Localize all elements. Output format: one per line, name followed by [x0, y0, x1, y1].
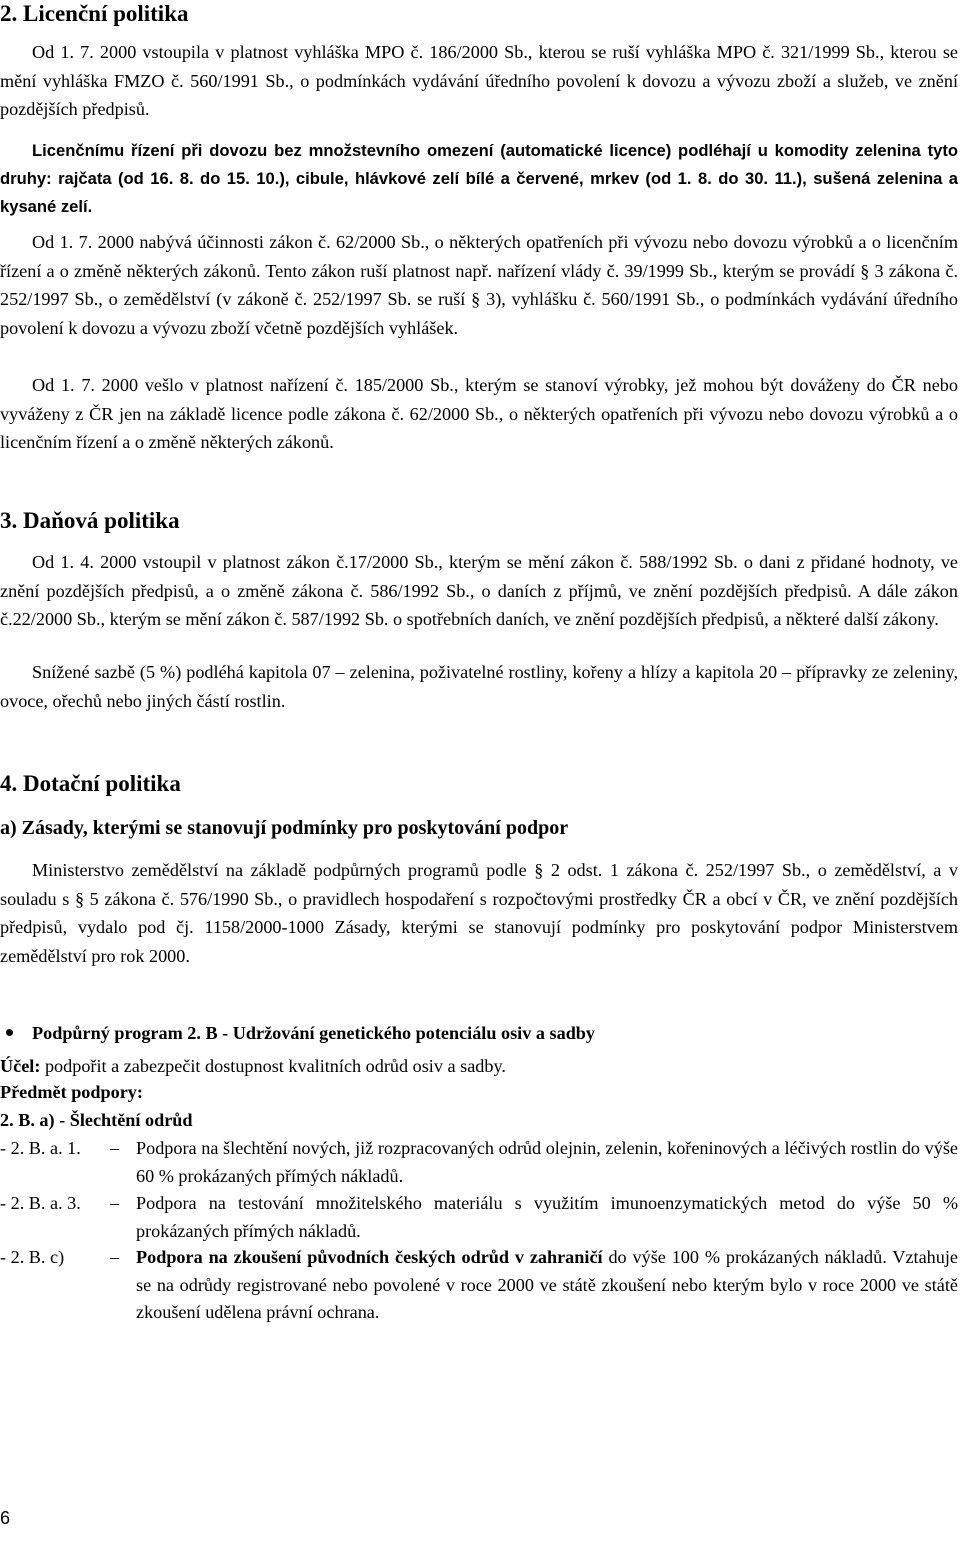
support-item-code: - 2. B. a. 3.	[0, 1193, 81, 1213]
support-item-dash: –	[110, 1193, 120, 1213]
section-3-paragraph-2: Snížené sazbě (5 %) podléhá kapitola 07 – zelenina, poživatelné rostliny, kořeny a hlízy a kapitola 20 – přípravky ze zeleniny, ovoce, ořechů nebo jiných částí rostlin.	[0, 662, 958, 711]
section-2-paragraph-4: Od 1. 7. 2000 vešlo v platnost nařízení č. 185/2000 Sb., kterým se stanoví výrobky, jež mohou být dováženy do ČR nebo vyváženy z ČR jen na základě licence podle zákona č. 62/2000 Sb., o některých opatřeních při vývozu nebo dovozu výrobků a o licenčním řízení a o změně některých zákonů.	[0, 375, 958, 452]
section-4-paragraph-1: Ministerstvo zemědělství na základě podpůrných programů podle § 2 odst. 1 zákona č. 252/1997 Sb., o zemědělství, a v souladu s § 5 zákona č. 576/1990 Sb., o pravidlech hospodaření s rozpočtovými prostředky ČR a obcí v ČR, ve znění pozdějších předpisů, vydalo pod čj. 1158/2000-1000 Zásady, kterými se stanovují podmínky pro poskytování podpor Ministerstvem zemědělství pro rok 2000.	[0, 860, 958, 966]
page-number: 6	[0, 1508, 11, 1528]
purpose-label: Účel:	[0, 1056, 41, 1076]
support-item-text: Podpora na šlechtění nových, již rozpracovaných odrůd olejnin, zelenin, kořeninových a léčivých rostlin do výše 60 % prokázaných přímých nákladů.	[136, 1138, 958, 1186]
support-item-rest-text: do výše 100 % prokázaných nákladů. Vztahuje se na odrůdy registrované nebo povolené v roce 2000 ve státě zkoušení nebo kterým bylo v roce 2000 ve státě zkoušení udělena právní ochrana.	[136, 1247, 958, 1322]
bullet-icon	[6, 1029, 13, 1036]
section-2-paragraph-1: Od 1. 7. 2000 vstoupila v platnost vyhláška MPO č. 186/2000 Sb., kterou se ruší vyhláška MPO č. 321/1999 Sb., kterou se mění vyhláška FMZO č. 560/1991 Sb., o podmínkách vydávání úředního povolení k dovozu a vývozu zboží a služeb, ve znění pozdějších předpisů.	[0, 42, 958, 119]
support-item	[0, 1190, 958, 1245]
section-2-paragraph-3: Od 1. 7. 2000 nabývá účinnosti zákon č. 62/2000 Sb., o některých opatřeních při vývozu nebo dovozu výrobků a o licenčním řízení a o změně některých zákonů. Tento zákon ruší platnost např. nařízení vlády č. 39/1999 Sb., kterým se provádí § 3 zákona č. 252/1997 Sb., o zemědělství (v zákoně č. 252/1997 Sb. se ruší § 3), vyhlášku č. 560/1991 Sb., o podmínkách vydávání úředního povolení k dovozu a vývozu zboží včetně pozdějších vyhlášek.	[0, 232, 958, 338]
support-item-dash: –	[110, 1247, 120, 1267]
support-item-text	[136, 1244, 958, 1327]
section-4-subheading: a) Zásady, kterými se stanovují podmínky pro poskytování podpor	[0, 817, 569, 839]
purpose-line	[0, 1053, 506, 1079]
support-item-text: Podpora na testování množitelského materiálu s využitím imunoenzymatických metod do výše 50 % prokázaných přímých nákladů.	[136, 1193, 958, 1241]
support-item-bold-text: Podpora na zkoušení původních českých odrůd v zahraničí	[136, 1247, 603, 1267]
program-title: Podpůrný program 2. B - Udržování genetického potenciálu osiv a sadby	[32, 1023, 596, 1043]
section-3-heading: 3. Daňová politika	[0, 508, 180, 533]
purpose-text: podpořit a zabezpečit dostupnost kvalitních odrůd osiv a sadby.	[40, 1056, 506, 1076]
section-2-paragraph-2: Licenčnímu řízení při dovozu bez množstevního omezení (automatické licence) podléhají u komodity zelenina tyto druhy: rajčata (od 16. 8. do 15. 10.), cibule, hlávkové zelí bílé a červené, mrkev (od 1. 8. do 30. 11.), sušená zelenina a kysané zelí.	[0, 141, 958, 216]
program-bullet	[0, 1020, 958, 1046]
support-item-code: - 2. B. a. 1.	[0, 1138, 81, 1158]
subject-label: Předmět podpory:	[0, 1082, 143, 1102]
subsection-title: 2. B. a) - Šlechtění odrůd	[0, 1110, 193, 1130]
section-3-paragraph-1: Od 1. 4. 2000 vstoupil v platnost zákon č.17/2000 Sb., kterým se mění zákon č. 588/1992 Sb. o dani z přidané hodnoty, ve znění pozdějších předpisů, a o změně zákona č. 586/1992 Sb., o daních z příjmů, ve znění pozdějších předpisů. A dále zákon č.22/2000 Sb., kterým se mění zákon č. 587/1992 Sb. o spotřebních daních, ve znění pozdějších předpisů, a některé další zákony.	[0, 552, 958, 629]
support-item-dash: –	[110, 1138, 120, 1158]
support-item	[0, 1244, 958, 1327]
section-2-heading: 2. Licenční politika	[0, 1, 189, 26]
support-item-code: - 2. B. c)	[0, 1247, 65, 1267]
section-4-heading: 4. Dotační politika	[0, 771, 181, 796]
support-item	[0, 1135, 958, 1190]
